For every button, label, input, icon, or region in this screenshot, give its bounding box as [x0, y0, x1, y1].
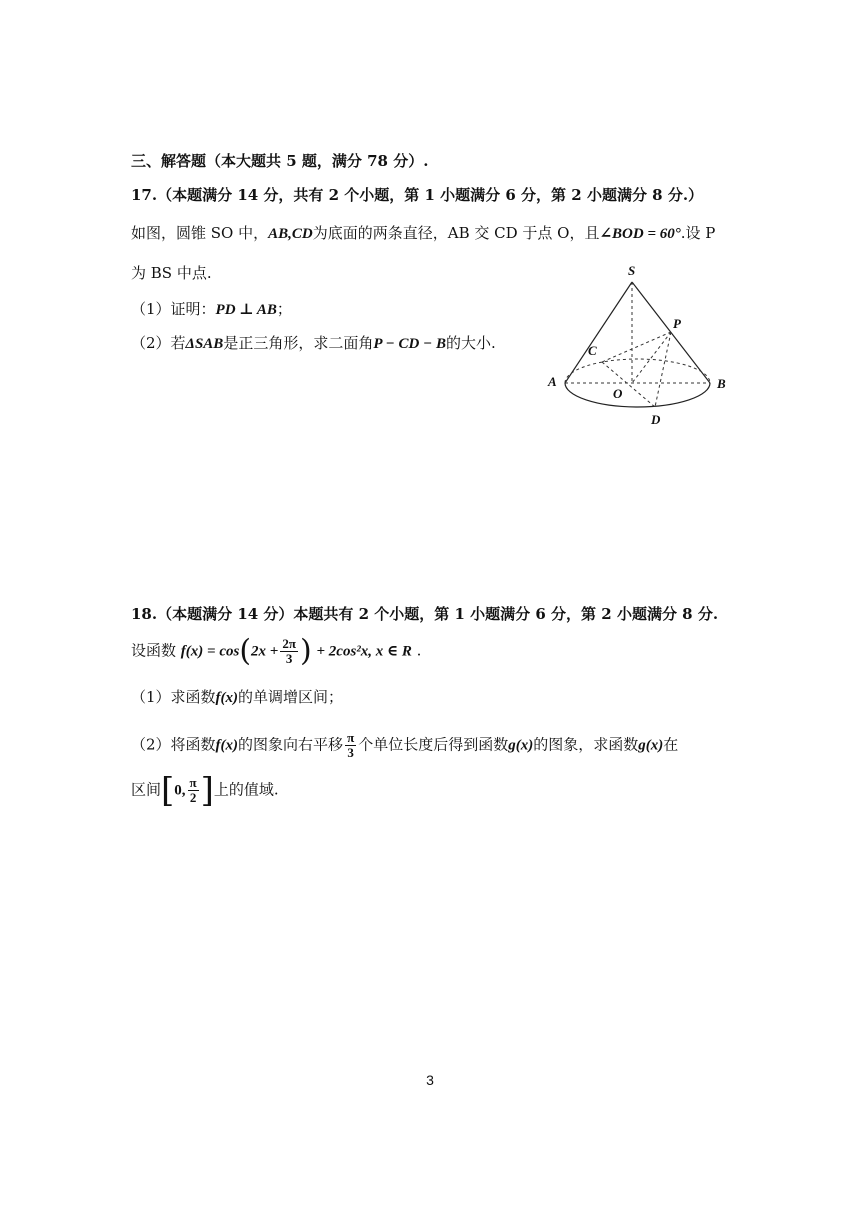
fraction-pi-3: $\frac{\pi}{3}$ — [347, 730, 355, 760]
label-c: C — [588, 343, 597, 358]
q18-function: 设函数 f(x) = cos(2x + $\frac{2\pi}{3}$ ) + 2cos²x, x ∈ R . — [131, 633, 422, 669]
label-a: A — [548, 374, 557, 389]
fraction-pi-2: $\frac{\pi}{2}$ — [189, 775, 197, 805]
q18-part1: （1）求函数f(x)的单调增区间； — [131, 688, 344, 706]
math-pd-perp-ab: PD ⊥ AB — [215, 302, 277, 318]
q18-part2-line1: （2）将函数f(x)的图象向右平移 $\frac{\pi}{3}$ 个单位长度后得到函数g(x)的图象，求函数g(x)在 — [131, 730, 679, 760]
fraction-2pi-3: $\frac{2\pi}{3}$ — [282, 636, 296, 666]
q17-part1: （1）证明：PD ⊥ AB； — [131, 300, 292, 318]
math-dihedral: P − CD − B — [373, 336, 446, 352]
math-ab-cd: AB,CD — [268, 226, 313, 242]
math-triangle-sab: ΔSAB — [185, 336, 224, 352]
q17-header: 17.（本题满分 14 分，共有 2 个小题，第 1 小题满分 6 分，第 2 小题满分 8 分.） — [131, 186, 704, 204]
math-func-tail: + 2cos²x, x ∈ R — [316, 643, 412, 660]
label-b: B — [717, 376, 726, 391]
q18-part2-line2: 区间[0, $\frac{\pi}{2}$ ]上的值域. — [131, 770, 279, 811]
math-fx: f(x) — [215, 690, 239, 706]
label-d: D — [651, 412, 661, 427]
q17-part2: （2）若ΔSAB是正三角形，求二面角P − CD − B的大小. — [131, 334, 496, 352]
page-number: 3 — [426, 1072, 434, 1088]
label-p: P — [673, 316, 681, 331]
q18-header: 18.（本题满分 14 分）本题共有 2 个小题，第 1 小题满分 6 分，第 2 小题满分 8 分. — [131, 605, 719, 623]
q17-stem-line1: 如图，圆锥 SO 中，AB,CD为底面的两条直径，AB 交 CD 于点 O，且∠BOD = 60°.设 P — [131, 224, 716, 242]
edge-sa — [565, 282, 632, 383]
math-f-cos: f(x) = cos — [180, 643, 240, 660]
cone-figure — [545, 262, 735, 432]
q17-stem-line2: 为 BS 中点. — [131, 264, 212, 282]
base-front-arc — [565, 383, 710, 407]
diameter-cd — [602, 362, 655, 407]
label-s: S — [628, 263, 636, 278]
base-back-arc — [565, 359, 710, 383]
math-angle-bod: ∠BOD = 60° — [599, 226, 681, 242]
label-o: O — [613, 386, 623, 401]
segment-pc — [602, 332, 671, 362]
section-heading: 三、解答题（本大题共 5 题，满分 78 分）. — [131, 152, 429, 170]
